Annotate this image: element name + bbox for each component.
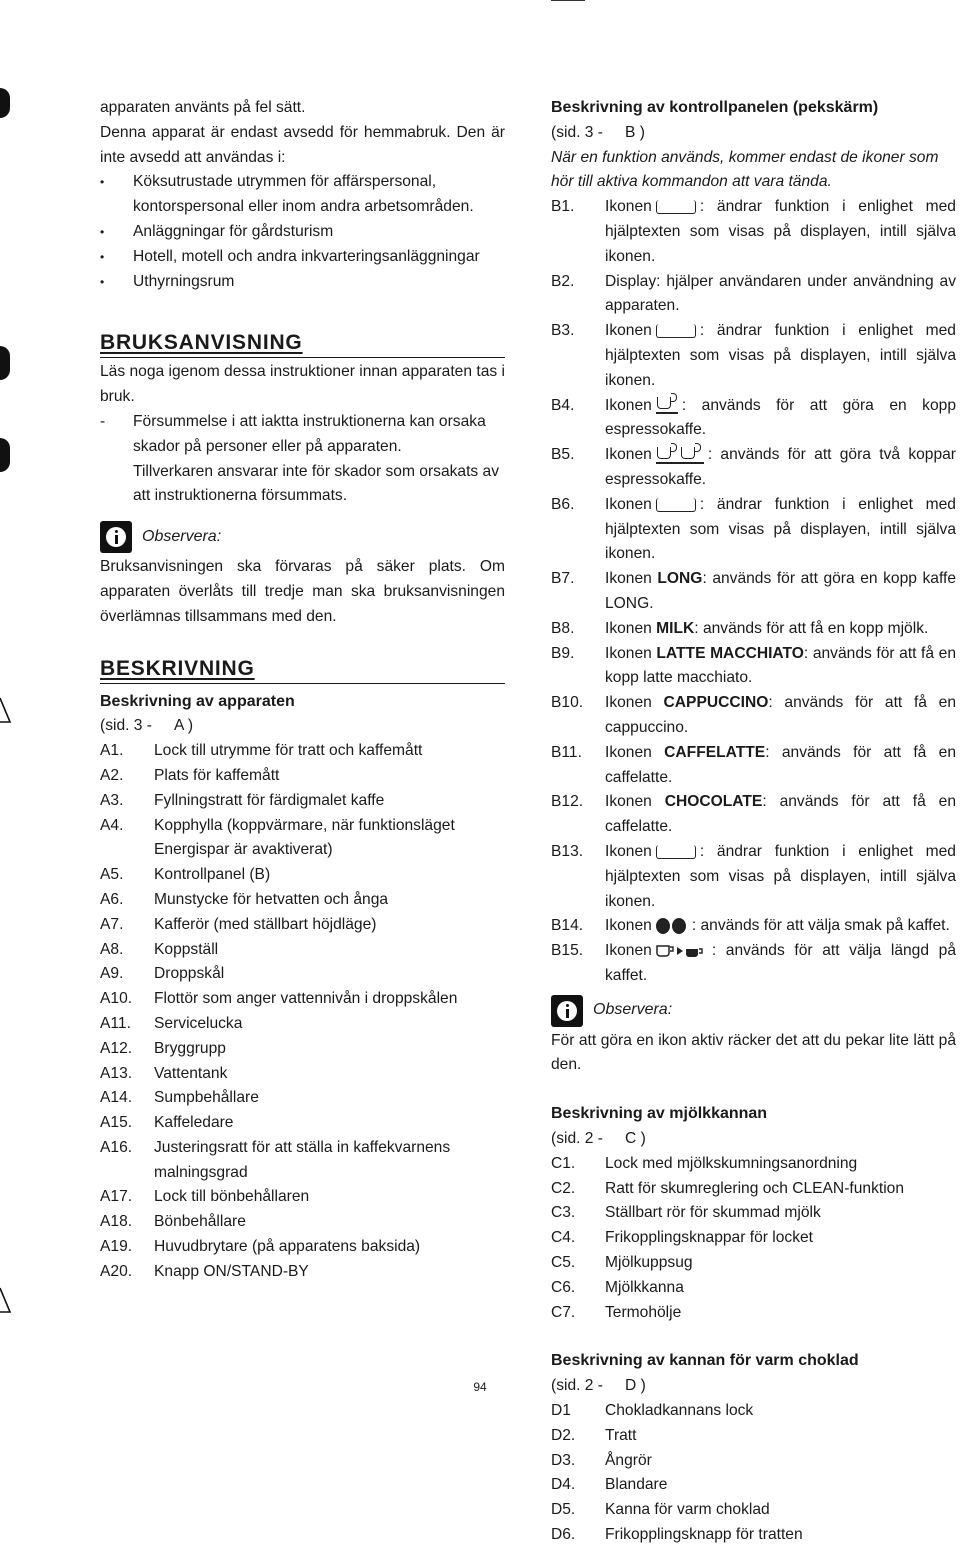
list-item <box>551 914 956 939</box>
button-name: CAFFELATTE <box>664 743 766 761</box>
item-text: Kontrollpanel (B) <box>154 866 271 884</box>
item-description: : ändrar funktion i enlighet med hjälptexten som visas på displayen, intill själva ikonen. <box>605 198 956 265</box>
list-item <box>551 1301 956 1326</box>
item-text <box>605 394 956 444</box>
list-item <box>100 814 505 864</box>
list-item <box>551 642 956 692</box>
button-name: LONG <box>657 570 703 588</box>
edge-tab-marker <box>0 88 10 118</box>
list-item <box>100 789 505 814</box>
item-description: : används för att få en cappuccino. <box>605 694 956 736</box>
item-code: A18. <box>100 1213 133 1231</box>
item-code: A7. <box>100 915 124 933</box>
parts-list-d <box>551 1399 956 1548</box>
item-description: : ändrar funktion i enlighet med hjälptexten som visas på displayen, intill själva ikonen. <box>605 495 956 563</box>
item-code: D1 <box>551 1402 571 1420</box>
item-code: A10. <box>100 990 133 1008</box>
item-code: B3. <box>551 322 575 340</box>
item-text <box>605 443 956 493</box>
two-cups-icon <box>656 446 704 464</box>
item-text: Flottör som anger vattennivån i droppskålen <box>154 990 458 1008</box>
item-description: : används för att få en caffelatte. <box>605 793 956 836</box>
item-code: A5. <box>100 866 124 884</box>
item-code: B11. <box>551 743 582 761</box>
item-code: B14. <box>551 917 584 935</box>
parts-list-a <box>100 739 505 1285</box>
liability-text: Tillverkaren ansvarar inte för skador som orsakats av att instruktionerna försummats. <box>133 462 500 505</box>
item-code: A8. <box>100 940 124 958</box>
item-text <box>605 642 956 692</box>
figure-reference <box>551 1127 956 1152</box>
note-text: För att göra en ikon aktiv räcker det att du pekar lite lätt på den. <box>551 1031 956 1074</box>
list-item <box>551 691 956 741</box>
item-text <box>605 741 956 791</box>
note-label: Observera: <box>593 1001 673 1019</box>
list-item <box>100 1185 505 1210</box>
list-item <box>100 1111 505 1136</box>
ref-letter: C ) <box>625 1130 646 1148</box>
list-item <box>100 1086 505 1111</box>
item-prefix: Ikonen <box>605 644 652 662</box>
item-prefix: Ikonen <box>605 619 652 637</box>
edge-warning-triangle <box>0 1286 12 1320</box>
parts-list-c <box>551 1152 956 1326</box>
list-item <box>551 1473 956 1498</box>
item-text: Knapp ON/STAND-BY <box>154 1262 309 1280</box>
item-text: Ställbart rör för skummad mjölk <box>605 1204 821 1222</box>
list-item <box>100 1136 505 1186</box>
blank-rect-icon <box>656 845 696 859</box>
item-description: : används för att välja smak på kaffet. <box>691 917 950 935</box>
list-item <box>100 888 505 913</box>
item-code: B9. <box>551 644 575 662</box>
dash-marker: - <box>100 412 106 430</box>
item-text: Lock till bönbehållaren <box>154 1188 310 1206</box>
item-prefix: Ikonen <box>605 694 652 712</box>
button-name: CAPPUCCINO <box>663 694 769 712</box>
note-label: Observera: <box>142 527 222 545</box>
item-prefix: Ikonen <box>605 917 652 935</box>
heading-rule <box>100 683 505 684</box>
list-item <box>100 1037 505 1062</box>
figure-reference <box>100 714 505 739</box>
item-text: Kaffeledare <box>154 1114 234 1132</box>
item-code: C7. <box>551 1303 576 1321</box>
item-code: A14. <box>100 1089 133 1107</box>
item-prefix: Ikonen <box>605 942 652 960</box>
item-text: Mjölkuppsug <box>605 1254 693 1272</box>
item-prefix: Ikonen <box>605 842 652 860</box>
ref-letter: D ) <box>625 1377 646 1395</box>
list-item <box>100 987 505 1012</box>
item-description: : används för att få en caffelatte. <box>605 743 956 786</box>
item-description: : används för att göra en kopp kaffe LONG. <box>605 570 957 612</box>
info-icon <box>551 995 583 1027</box>
coffee-beans-icon <box>656 918 688 934</box>
ref-text: (sid. 2 - <box>551 1130 603 1148</box>
list-item <box>551 1226 956 1251</box>
item-text <box>605 691 956 741</box>
heading-rule <box>100 357 505 358</box>
item-prefix: Ikonen <box>605 396 652 414</box>
item-code: A15. <box>100 1114 133 1132</box>
ref-text: (sid. 3 - <box>551 123 603 141</box>
list-item <box>551 790 956 840</box>
item-code: A11. <box>100 1014 131 1032</box>
item-description: : ändrar funktion i enlighet med hjälptexten som visas på displayen, intill själva ikonen. <box>605 842 956 910</box>
item-text: Tratt <box>605 1426 637 1444</box>
item-text <box>605 790 956 840</box>
item-prefix: Ikonen <box>605 743 652 761</box>
item-code: A6. <box>100 890 124 908</box>
item-text: Ratt för skumreglering och CLEAN-funktion <box>605 1179 905 1197</box>
item-text: Kopphylla (koppvärmare, när funktionsläget Energispar är avaktiverat) <box>154 816 455 859</box>
warning-text: Försummelse i att iaktta instruktionerna kan orsaka skador på personer eller på apparaten. <box>133 412 486 455</box>
item-text: Munstycke för hetvatten och ånga <box>154 890 389 908</box>
item-prefix: Ikonen <box>605 446 652 464</box>
item-text: Koppställ <box>154 940 219 958</box>
item-code: A9. <box>100 965 124 983</box>
item-text: Kanna för varm choklad <box>605 1501 770 1519</box>
list-item <box>100 1062 505 1087</box>
list-item <box>100 764 505 789</box>
subheading-kontrollpanel: Beskrivning av kontrollpanelen (pekskärm) <box>551 99 879 116</box>
item-description: : ändrar funktion i enlighet med hjälptexten som visas på displayen, intill själva ikonen. <box>605 322 956 389</box>
item-text: Ångrör <box>605 1451 652 1469</box>
list-item <box>551 1177 956 1202</box>
item-text: Mjölkkanna <box>605 1278 684 1296</box>
item-text <box>605 319 956 393</box>
item-text: Fyllningstratt för färdigmalet kaffe <box>154 791 385 809</box>
item-code: B15. <box>551 942 584 960</box>
item-code: A17. <box>100 1188 133 1206</box>
edge-tab-marker <box>0 438 10 472</box>
intro-paragraph: Denna apparat är endast avsedd för hemmabruk. Den är inte avsedd att användas i: <box>100 123 505 166</box>
item-text <box>605 914 956 939</box>
item-code: A3. <box>100 791 124 809</box>
item-prefix: Ikonen <box>605 495 652 513</box>
item-text: Bönbehållare <box>154 1213 246 1231</box>
subheading-choklad: Beskrivning av kannan för varm choklad <box>551 1352 859 1370</box>
item-code: B1. <box>551 198 575 216</box>
list-item <box>551 1498 956 1523</box>
item-text: Frikopplingsknapp för tratten <box>605 1526 803 1544</box>
list-item: • Uthyrningsrum <box>100 270 505 295</box>
item-description: : används för att få en kopp mjölk. <box>694 619 929 637</box>
note-text: Bruksanvisningen ska förvaras på säker plats. Om apparaten överlåts till tredje man ska bruksanvisningen överlämnas tillsammans med den. <box>100 558 505 625</box>
item-code: B13. <box>551 842 584 860</box>
item-code: C6. <box>551 1278 576 1296</box>
item-code: A2. <box>100 766 124 784</box>
info-icon <box>100 521 132 553</box>
list-item <box>551 617 956 642</box>
blank-rect-icon <box>656 324 696 338</box>
item-text <box>605 617 956 642</box>
item-prefix: Ikonen <box>605 793 652 811</box>
item-code: B4. <box>551 396 575 414</box>
button-name: LATTE MACCHIATO <box>656 644 804 662</box>
list-item <box>551 1449 956 1474</box>
ref-text: (sid. 3 - <box>100 717 152 735</box>
subheading-apparaten: Beskrivning av apparaten <box>100 692 295 710</box>
list-item: • Köksutrustade utrymmen för affärspersonal, kontorspersonal eller inom andra arbetsområden. <box>100 170 505 220</box>
edge-warning-triangle <box>0 696 12 730</box>
cup-length-icon <box>656 943 708 959</box>
list-item <box>551 443 956 493</box>
list-item <box>100 1210 505 1235</box>
item-text: Termohölje <box>605 1303 682 1321</box>
item-code: A13. <box>100 1064 133 1082</box>
item-code: B5. <box>551 446 575 464</box>
item-code: A20. <box>100 1262 133 1280</box>
ref-text: (sid. 2 - <box>551 1377 603 1395</box>
item-prefix: Ikonen <box>605 322 652 340</box>
item-text: Plats för kaffemått <box>154 766 280 784</box>
list-item <box>551 567 956 617</box>
blank-rect-icon <box>656 200 696 214</box>
item-code: C2. <box>551 1179 576 1197</box>
item-text: Frikopplingsknappar för locket <box>605 1229 814 1247</box>
top-rule <box>551 0 585 1</box>
item-text: Chokladkannans lock <box>605 1402 754 1420</box>
item-text: Lock med mjölkskumningsanordning <box>605 1154 858 1172</box>
item-code: B10. <box>551 694 584 712</box>
list-item <box>551 195 956 269</box>
usage-list <box>100 170 505 294</box>
section-heading-text: BRUKSANVISNING <box>100 331 303 355</box>
item-text <box>605 840 956 914</box>
instructions-text: Läs noga igenom dessa instruktioner innan apparaten tas i bruk. <box>100 363 505 406</box>
ref-letter: A ) <box>174 717 194 735</box>
item-text: Droppskål <box>154 965 225 983</box>
list-item <box>100 1012 505 1037</box>
item-text: Lock till utrymme för tratt och kaffemått <box>154 742 423 760</box>
list-item <box>551 741 956 791</box>
item-text: Kafferör (med ställbart höjdläge) <box>154 915 377 933</box>
one-cup-icon <box>656 396 678 414</box>
figure-reference <box>551 121 956 146</box>
item-description: : används för att få en kopp latte macchiato. <box>605 644 956 687</box>
item-description: : används för att göra en kopp espressokaffe. <box>605 396 956 439</box>
list-item <box>551 394 956 444</box>
item-code: C3. <box>551 1204 576 1222</box>
list-item <box>551 1424 956 1449</box>
item-code: C5. <box>551 1254 576 1272</box>
list-item <box>551 840 956 914</box>
subheading-mjolkkanna: Beskrivning av mjölkkannan <box>551 1105 768 1123</box>
list-item <box>100 938 505 963</box>
list-item <box>551 319 956 393</box>
item-code: D4. <box>551 1476 576 1494</box>
blank-rect-icon <box>656 498 696 512</box>
list-item <box>551 1251 956 1276</box>
item-code: A4. <box>100 816 124 834</box>
warning-item <box>100 410 505 460</box>
item-text <box>605 567 956 617</box>
item-code: C1. <box>551 1154 576 1172</box>
item-text <box>605 493 956 567</box>
list-item <box>100 863 505 888</box>
item-text: Justeringsratt för att ställa in kaffekvarnens malningsgrad <box>154 1138 451 1181</box>
list-item <box>551 939 956 989</box>
item-text <box>605 939 956 989</box>
edge-tab-marker <box>0 346 10 380</box>
list-item <box>100 739 505 764</box>
note-header <box>551 995 956 1027</box>
item-code: A16. <box>100 1138 133 1156</box>
button-name: MILK <box>656 619 695 637</box>
item-prefix: Ikonen <box>605 570 652 588</box>
page-number: 94 <box>473 1380 487 1394</box>
list-item <box>100 962 505 987</box>
item-code: D3. <box>551 1451 576 1469</box>
note-header <box>100 521 505 553</box>
list-item <box>551 1399 956 1424</box>
left-column <box>100 96 505 1285</box>
list-item: • Hotell, motell och andra inkvarteringsanläggningar <box>100 245 505 270</box>
item-description: : används för att göra två koppar espressokaffe. <box>605 446 956 488</box>
section-heading-text: BESKRIVNING <box>100 656 255 680</box>
item-code: A1. <box>100 742 124 760</box>
item-code: B7. <box>551 570 575 588</box>
item-code: A12. <box>100 1039 133 1057</box>
button-name: CHOCOLATE <box>664 793 763 811</box>
item-text: Sumpbehållare <box>154 1089 259 1107</box>
item-text <box>605 270 956 320</box>
list-item <box>100 1235 505 1260</box>
item-text: Huvudbrytare (på apparatens baksida) <box>154 1238 421 1256</box>
list-item <box>551 1152 956 1177</box>
list-item <box>551 1201 956 1226</box>
item-text: Servicelucka <box>154 1014 243 1032</box>
item-text: Bryggrupp <box>154 1039 226 1057</box>
list-item <box>551 1276 956 1301</box>
item-code: B6. <box>551 495 575 513</box>
ref-letter: B ) <box>625 123 645 141</box>
item-prefix: Display: hjälper användaren under användning av apparaten. <box>605 272 956 315</box>
item-code: C4. <box>551 1229 576 1247</box>
item-code: D2. <box>551 1426 576 1444</box>
item-code: D6. <box>551 1526 576 1544</box>
list-item <box>551 270 956 320</box>
item-text: Vattentank <box>154 1064 228 1082</box>
item-prefix: Ikonen <box>605 198 652 216</box>
item-code: B2. <box>551 272 575 290</box>
parts-list-b <box>551 195 956 989</box>
list-item: • Anläggningar för gårdsturism <box>100 220 505 245</box>
intro-line: apparaten använts på fel sätt. <box>100 99 306 116</box>
list-item <box>100 1260 505 1285</box>
panel-intro: När en funktion används, kommer endast de ikoner som hör till aktiva kommandon att vara tända. <box>551 148 939 191</box>
item-code: D5. <box>551 1501 576 1519</box>
section-heading-beskrivning <box>100 656 505 682</box>
item-code: B8. <box>551 619 575 637</box>
item-description: : används för att välja längd på kaffet. <box>605 942 956 984</box>
item-code: B12. <box>551 793 584 811</box>
list-item <box>551 493 956 567</box>
right-column <box>551 96 956 1548</box>
item-text <box>605 195 956 269</box>
item-code: A19. <box>100 1238 133 1256</box>
list-item <box>100 913 505 938</box>
item-text: Blandare <box>605 1476 668 1494</box>
section-heading-bruksanvisning <box>100 330 505 356</box>
list-item <box>551 1523 956 1548</box>
